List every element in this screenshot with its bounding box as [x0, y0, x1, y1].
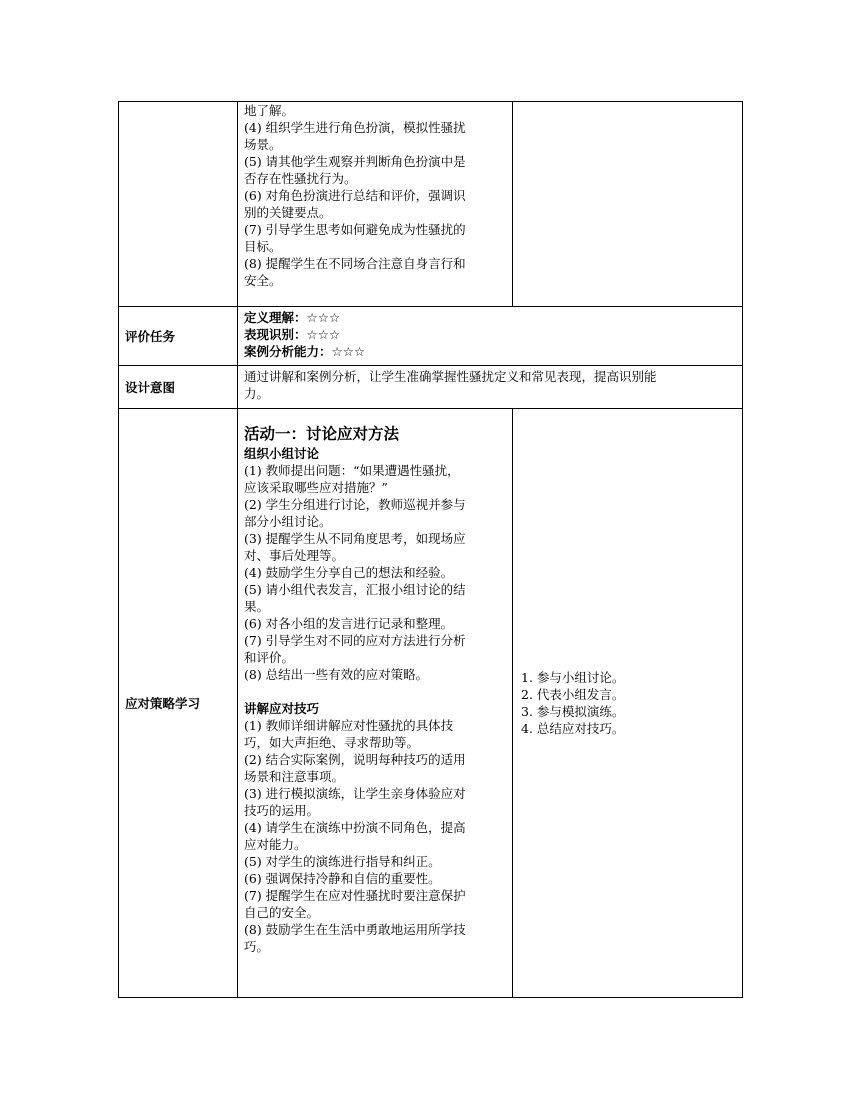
row1-teacher-cell — [238, 102, 513, 307]
text-line: (5) 对学生的演练进行指导和纠正。 — [244, 854, 441, 869]
text-line: (4) 组织学生进行角色扮演，模拟性骚扰 — [244, 120, 466, 135]
text-line: (5) 请其他学生观察并判断角色扮演中是 — [244, 154, 466, 169]
star-rating: ☆☆☆ — [306, 310, 341, 325]
table-row — [119, 102, 743, 307]
list-item: 3. 参与模拟演练。 — [521, 704, 625, 719]
row1-label-cell — [119, 102, 238, 307]
list-item: 2. 代表小组发言。 — [521, 687, 625, 702]
star-rating: ☆☆☆ — [331, 344, 366, 359]
eval-item-name: 表现识别： — [244, 327, 307, 342]
section-title: 组织小组讨论 — [244, 446, 320, 461]
text-line: (8) 鼓励学生在生活中勇敢地运用所学技 — [244, 922, 466, 937]
eval-item-name: 案例分析能力： — [244, 344, 332, 359]
text-line: 果。 — [244, 599, 270, 614]
text-line: 应对能力。 — [244, 837, 307, 852]
strategy-label: 应对策略学习 — [119, 409, 238, 998]
eval-label: 评价任务 — [119, 307, 238, 366]
text-line: (7) 提醒学生在应对性骚扰时要注意保护 — [244, 888, 466, 903]
text-line: (8) 提醒学生在不同场合注意自身言行和 — [244, 256, 466, 271]
table-row — [119, 366, 743, 409]
strategy-teacher-cell — [238, 409, 513, 998]
text-line: 安全。 — [244, 273, 282, 288]
text-line: (3) 提醒学生从不同角度思考，如现场应 — [244, 531, 466, 546]
eval-item — [244, 326, 736, 343]
text-line: 和评价。 — [244, 650, 295, 665]
design-label: 设计意图 — [119, 366, 238, 409]
text-line: 巧。 — [244, 939, 270, 954]
design-content-cell — [238, 366, 743, 409]
table-row — [119, 409, 743, 998]
text-line: (8) 总结出一些有效的应对策略。 — [244, 667, 429, 682]
text-line: (4) 鼓励学生分享自己的想法和经验。 — [244, 565, 454, 580]
eval-item-name: 定义理解： — [244, 310, 307, 325]
activity-title: 活动一：讨论应对方法 — [244, 425, 400, 443]
text-line: 力。 — [244, 386, 270, 401]
text-line: 地了解。 — [244, 103, 295, 118]
text-line: 自己的安全。 — [244, 905, 320, 920]
text-line: (2) 学生分组进行讨论，教师巡视并参与 — [244, 497, 466, 512]
text-line: (1) 教师提出问题：“如果遭遇性骚扰， — [244, 463, 460, 478]
text-line: (7) 引导学生思考如何避免成为性骚扰的 — [244, 222, 466, 237]
text-line: (6) 对角色扮演进行总结和评价，强调识 — [244, 188, 466, 203]
eval-content-cell — [238, 307, 743, 366]
eval-item — [244, 343, 736, 360]
text-line: 部分小组讨论。 — [244, 514, 332, 529]
text-line: (5) 请小组代表发言，汇报小组讨论的结 — [244, 582, 466, 597]
text-line: 场景和注意事项。 — [244, 769, 345, 784]
text-line: (1) 教师详细讲解应对性骚扰的具体技 — [244, 718, 454, 733]
list-item: 1. 参与小组讨论。 — [521, 670, 625, 685]
text-line: 巧，如大声拒绝、寻求帮助等。 — [244, 735, 420, 750]
text-line: (6) 对各小组的发言进行记录和整理。 — [244, 616, 454, 631]
section-title: 讲解应对技巧 — [244, 701, 320, 716]
text-line: 应该采取哪些应对措施？” — [244, 480, 388, 495]
text-line: (6) 强调保持冷静和自信的重要性。 — [244, 871, 441, 886]
star-rating: ☆☆☆ — [306, 327, 341, 342]
text-line: 通过讲解和案例分析，让学生准确掌握性骚扰定义和常见表现，提高识别能 — [244, 369, 657, 384]
row1-student-cell — [513, 102, 743, 307]
text-line: 对、事后处理等。 — [244, 548, 345, 563]
lesson-plan-table — [118, 101, 743, 998]
text-line: 别的关键要点。 — [244, 205, 332, 220]
list-item: 4. 总结应对技巧。 — [521, 721, 625, 736]
text-line: 目标。 — [244, 239, 282, 254]
eval-item — [244, 309, 736, 326]
strategy-student-cell — [513, 409, 743, 998]
table-row — [119, 307, 743, 366]
text-line: 否存在性骚扰行为。 — [244, 171, 357, 186]
text-line: (7) 引导学生对不同的应对方法进行分析 — [244, 633, 466, 648]
text-line: (4) 请学生在演练中扮演不同角色，提高 — [244, 820, 466, 835]
text-line: (2) 结合实际案例，说明每种技巧的适用 — [244, 752, 466, 767]
text-line: (3) 进行模拟演练，让学生亲身体验应对 — [244, 786, 466, 801]
text-line: 技巧的运用。 — [244, 803, 320, 818]
text-line: 场景。 — [244, 137, 282, 152]
